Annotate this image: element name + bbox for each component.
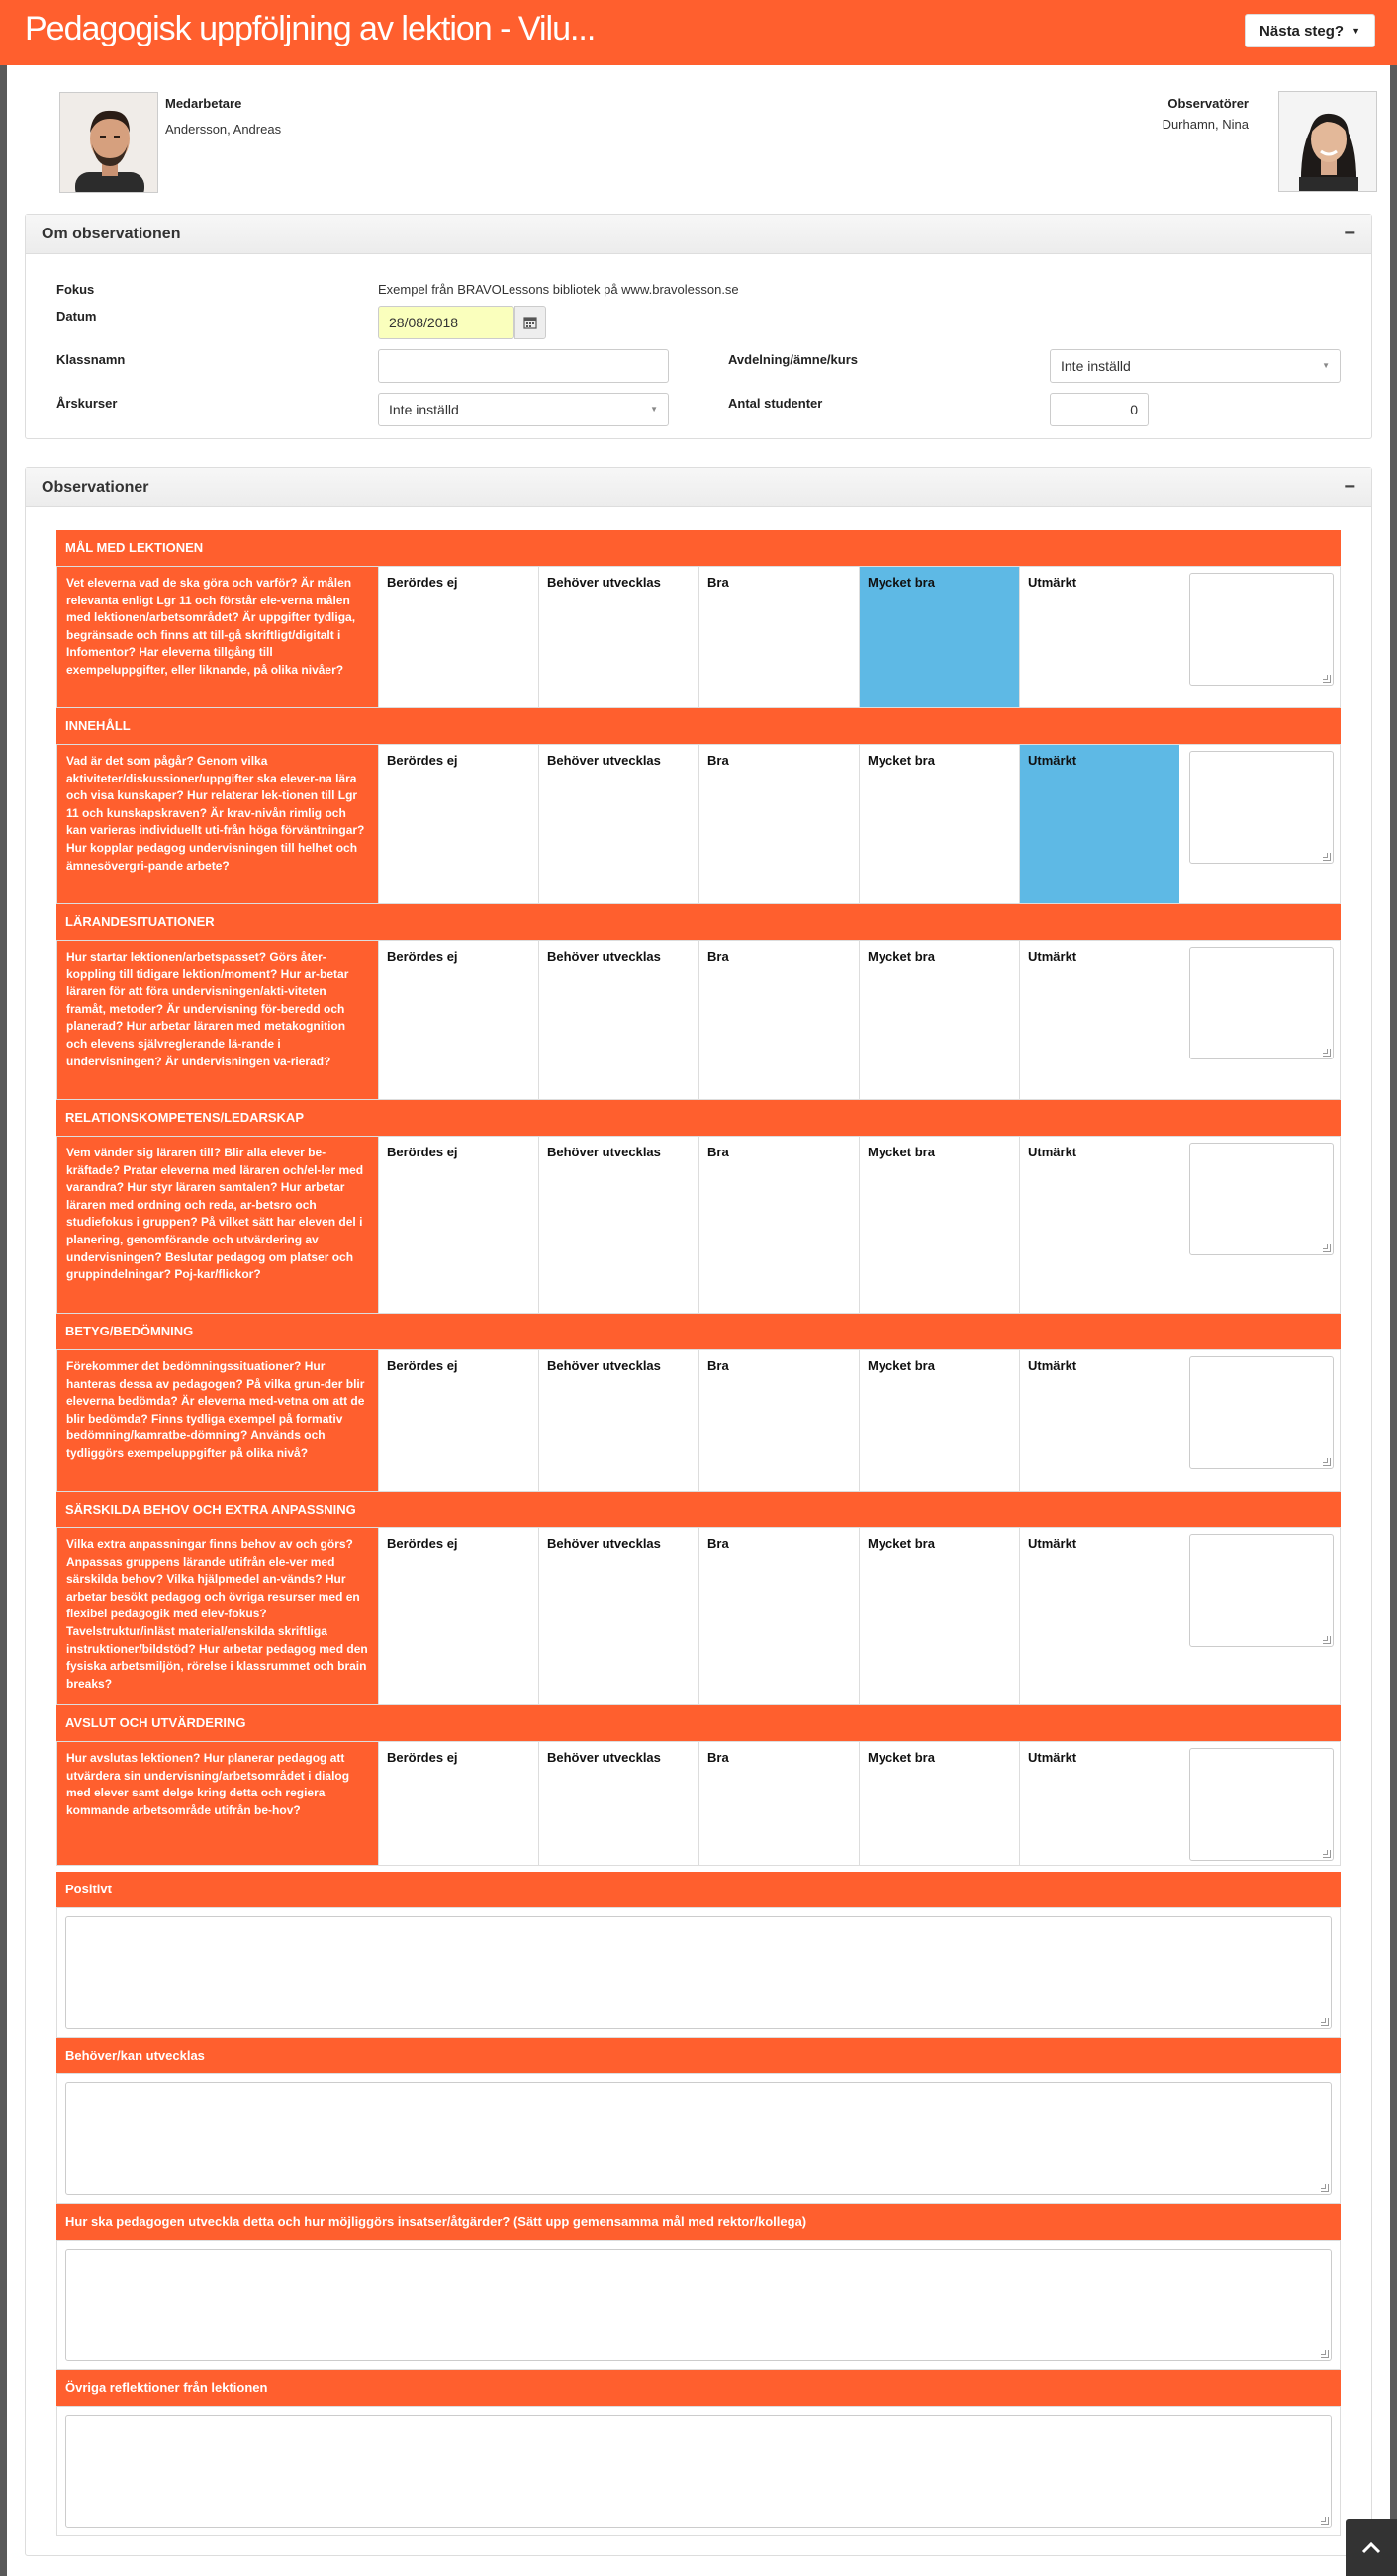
observations-panel-title: Observationer xyxy=(42,479,149,496)
rating-option[interactable]: Behöver utvecklas xyxy=(538,745,698,903)
rating-option[interactable]: Utmärkt xyxy=(1019,745,1179,903)
free-text-textarea[interactable] xyxy=(65,2082,1332,2195)
rating-option[interactable]: Behöver utvecklas xyxy=(538,567,698,707)
rating-option[interactable]: Mycket bra xyxy=(859,1742,1019,1865)
employee-avatar xyxy=(59,92,158,193)
rating-option[interactable]: Berördes ej xyxy=(378,745,538,903)
collapse-icon[interactable]: − xyxy=(1344,223,1355,244)
resize-handle-icon[interactable] xyxy=(1323,1850,1331,1858)
question-text: Hur startar lektionen/arbetspasset? Görs åter-koppling till tidigare lektion/moment? Hur ar-betar läraren för att föra undervisningen/akti-viteten framåt, metoder? Är undervisning för-beredd och planerad? Hur arbetar läraren med metakognition och elevens självreglerande lä-rande i undervisningen? Är undervisningen va-rierad? xyxy=(57,941,378,1099)
resize-handle-icon[interactable] xyxy=(1321,2517,1329,2525)
question-text: Förekommer det bedömningssituationer? Hur hanteras dessa av pedagogen? På vilka grun-der blir eleverna bedömda? Är eleverna med-vetna om att de blir bedömda? Finns tydliga exempel på formativ bedömning/kamratbe-dömning? Används och tydliggörs exempeluppgifter på olika nivå? xyxy=(57,1350,378,1491)
resize-handle-icon[interactable] xyxy=(1323,853,1331,861)
rating-option[interactable]: Utmärkt xyxy=(1019,1528,1179,1704)
rating-option[interactable]: Behöver utvecklas xyxy=(538,1350,698,1491)
rating-option[interactable]: Bra xyxy=(698,1742,859,1865)
caret-down-icon: ▼ xyxy=(1322,361,1330,370)
focus-value: Exempel från BRAVOLessons bibliotek på www.bravolesson.se xyxy=(378,282,739,297)
free-text-textarea[interactable] xyxy=(65,1916,1332,2029)
comment-textarea[interactable] xyxy=(1189,573,1334,686)
free-text-textarea[interactable] xyxy=(65,2415,1332,2528)
date-label: Datum xyxy=(56,309,97,323)
employee-name[interactable]: Andersson, Andreas xyxy=(165,122,282,137)
rating-option[interactable]: Mycket bra xyxy=(859,941,1019,1099)
free-text-heading: Behöver/kan utvecklas xyxy=(56,2038,1341,2073)
free-text-row xyxy=(56,2073,1341,2204)
employee-label: Medarbetare xyxy=(165,96,242,111)
comment-textarea[interactable] xyxy=(1189,1748,1334,1861)
resize-handle-icon[interactable] xyxy=(1323,675,1331,683)
rating-option[interactable]: Berördes ej xyxy=(378,1137,538,1313)
resize-handle-icon[interactable] xyxy=(1323,1636,1331,1644)
students-input[interactable]: 0 xyxy=(1050,393,1149,426)
next-step-label: Nästa steg? xyxy=(1259,22,1345,40)
rating-option[interactable]: Berördes ej xyxy=(378,567,538,707)
comment-textarea[interactable] xyxy=(1189,1356,1334,1469)
free-text-heading: Hur ska pedagogen utveckla detta och hur möjliggörs insatser/åtgärder? (Sätt upp gemensamma mål med rektor/kollega) xyxy=(56,2204,1341,2240)
section-heading: RELATIONSKOMPETENS/LEDARSKAP xyxy=(56,1100,1341,1136)
focus-label: Fokus xyxy=(56,282,95,297)
rating-option[interactable]: Mycket bra xyxy=(859,1528,1019,1704)
question-text: Hur avslutas lektionen? Hur planerar pedagog att utvärdera sin undervisning/arbetsområdet i dialog med elever samt delge kring detta och regiera kommande arbetsområde utifrån be-hov? xyxy=(57,1742,378,1865)
chevron-up-icon xyxy=(1361,2540,1381,2554)
table-row xyxy=(56,1349,1341,1492)
rating-option[interactable]: Mycket bra xyxy=(859,567,1019,707)
rating-option[interactable]: Berördes ej xyxy=(378,1742,538,1865)
resize-handle-icon[interactable] xyxy=(1323,1049,1331,1057)
table-row xyxy=(56,940,1341,1100)
about-panel-title: Om observationen xyxy=(42,226,181,242)
rating-option[interactable]: Utmärkt xyxy=(1019,1742,1179,1865)
collapse-icon[interactable]: − xyxy=(1344,476,1355,498)
table-row xyxy=(56,744,1341,904)
rating-option[interactable]: Utmärkt xyxy=(1019,567,1179,707)
about-panel-header[interactable] xyxy=(26,215,1371,254)
header-bar xyxy=(0,0,1397,65)
free-text-row xyxy=(56,2240,1341,2370)
observer-avatar xyxy=(1278,91,1377,192)
page-title: Pedagogisk uppföljning av lektion - Vilu... xyxy=(25,10,596,47)
section-heading: SÄRSKILDA BEHOV OCH EXTRA ANPASSNING xyxy=(56,1492,1341,1527)
observers-label: Observatörer xyxy=(1167,96,1249,111)
rating-option[interactable]: Mycket bra xyxy=(859,1350,1019,1491)
grades-select[interactable] xyxy=(378,393,669,426)
grades-select-value: Inte inställd xyxy=(389,402,459,417)
date-input[interactable]: 28/08/2018 xyxy=(378,306,514,339)
dept-label: Avdelning/ämne/kurs xyxy=(728,352,858,367)
rating-option[interactable]: Berördes ej xyxy=(378,941,538,1099)
comment-textarea[interactable] xyxy=(1189,947,1334,1059)
caret-down-icon: ▼ xyxy=(650,405,658,414)
section-heading: MÅL MED LEKTIONEN xyxy=(56,530,1341,566)
scroll-to-top-button[interactable] xyxy=(1346,2519,1397,2576)
table-row xyxy=(56,1136,1341,1314)
rating-option[interactable]: Utmärkt xyxy=(1019,941,1179,1099)
rating-option[interactable]: Behöver utvecklas xyxy=(538,1528,698,1704)
rating-option[interactable]: Behöver utvecklas xyxy=(538,1742,698,1865)
question-text: Vem vänder sig läraren till? Blir alla elever be-kräftade? Pratar eleverna med läraren och/el-ler med varandra? Hur styr läraren samtalen? Hur arbetar läraren med ordning och reda, ar-betsro och studiefokus i gruppen? På vilket sätt har eleven del i planering, genomförande och utvärdering av undervisningen? Beslutar pedagog om platser och gruppindelningar? Poj-kar/flickor? xyxy=(57,1137,378,1313)
rating-option[interactable]: Mycket bra xyxy=(859,745,1019,903)
free-text-row xyxy=(56,2406,1341,2536)
class-input[interactable] xyxy=(378,349,669,383)
section-heading: INNEHÅLL xyxy=(56,708,1341,744)
rating-option[interactable]: Mycket bra xyxy=(859,1137,1019,1313)
class-label: Klassnamn xyxy=(56,352,126,367)
resize-handle-icon[interactable] xyxy=(1323,1244,1331,1252)
section-heading: AVSLUT OCH UTVÄRDERING xyxy=(56,1705,1341,1741)
table-row xyxy=(56,566,1341,708)
question-text: Vet eleverna vad de ska göra och varför? Är målen relevanta enligt Lgr 11 och förstår ele-verna målen med lektionen/arbetsområdet? Är uppgifter tydliga, begränsade och finns att till-gå skriftligt/digitalt i Infomentor? Har eleverna tillgång till exempeluppgifter, eller liknande, på olika nivåer? xyxy=(57,567,378,707)
comment-textarea[interactable] xyxy=(1189,1143,1334,1255)
students-label: Antal studenter xyxy=(728,396,823,411)
rating-option[interactable]: Bra xyxy=(698,1137,859,1313)
comment-textarea[interactable] xyxy=(1189,1534,1334,1647)
dept-select[interactable] xyxy=(1050,349,1341,383)
table-row xyxy=(56,1741,1341,1866)
section-heading: LÄRANDESITUATIONER xyxy=(56,904,1341,940)
next-step-button[interactable] xyxy=(1245,14,1375,47)
rating-option[interactable]: Bra xyxy=(698,941,859,1099)
rating-option[interactable]: Utmärkt xyxy=(1019,1137,1179,1313)
rating-option[interactable]: Berördes ej xyxy=(378,1350,538,1491)
resize-handle-icon[interactable] xyxy=(1321,2184,1329,2192)
resize-handle-icon[interactable] xyxy=(1321,2350,1329,2358)
comment-textarea[interactable] xyxy=(1189,751,1334,864)
observer-name[interactable]: Durhamn, Nina xyxy=(1162,117,1249,132)
free-text-heading: Positivt xyxy=(56,1872,1341,1907)
rating-option[interactable]: Berördes ej xyxy=(378,1528,538,1704)
dept-select-value: Inte inställd xyxy=(1061,358,1131,374)
free-text-textarea[interactable] xyxy=(65,2249,1332,2361)
rating-option[interactable]: Bra xyxy=(698,745,859,903)
grades-label: Årskurser xyxy=(56,396,118,411)
about-panel xyxy=(25,214,1372,439)
question-text: Vilka extra anpassningar finns behov av och görs? Anpassas gruppens lärande utifrån ele-ver med särskilda behov? Vilka hjälpmedel an-vänds? Hur arbetar besökt pedagog och övriga resurser med en flexibel pedagogik med elev-fokus? Tavelstruktur/inläst material/enskilda skriftliga instruktioner/bildstöd? Hur arbetar pedagog med den fysiska arbetsmiljön, rörelse i klassrummet och brain breaks? xyxy=(57,1528,378,1704)
rating-option[interactable]: Behöver utvecklas xyxy=(538,1137,698,1313)
rating-option[interactable]: Behöver utvecklas xyxy=(538,941,698,1099)
observations-panel-header[interactable] xyxy=(26,468,1371,507)
rating-option[interactable]: Utmärkt xyxy=(1019,1350,1179,1491)
free-text-row xyxy=(56,1907,1341,2038)
rating-option[interactable]: Bra xyxy=(698,1528,859,1704)
table-row xyxy=(56,1527,1341,1705)
rating-option[interactable]: Bra xyxy=(698,567,859,707)
rating-option[interactable]: Bra xyxy=(698,1350,859,1491)
section-heading: BETYG/BEDÖMNING xyxy=(56,1314,1341,1349)
caret-down-icon: ▼ xyxy=(1351,26,1360,36)
resize-handle-icon[interactable] xyxy=(1323,1458,1331,1466)
free-text-heading: Övriga reflektioner från lektionen xyxy=(56,2370,1341,2406)
calendar-icon[interactable] xyxy=(514,306,546,339)
resize-handle-icon[interactable] xyxy=(1321,2018,1329,2026)
question-text: Vad är det som pågår? Genom vilka aktiviteter/diskussioner/uppgifter ska elever-na lära och visa kunskaper? Hur relaterar lek-tionen till Lgr 11 och kunskapskraven? Är krav-nivån rimlig och kan varieras individuellt uti-från höga förväntningar? Hur kopplar pedagog undervisningen till helhet och ämnesövergri-pande arbete? xyxy=(57,745,378,903)
